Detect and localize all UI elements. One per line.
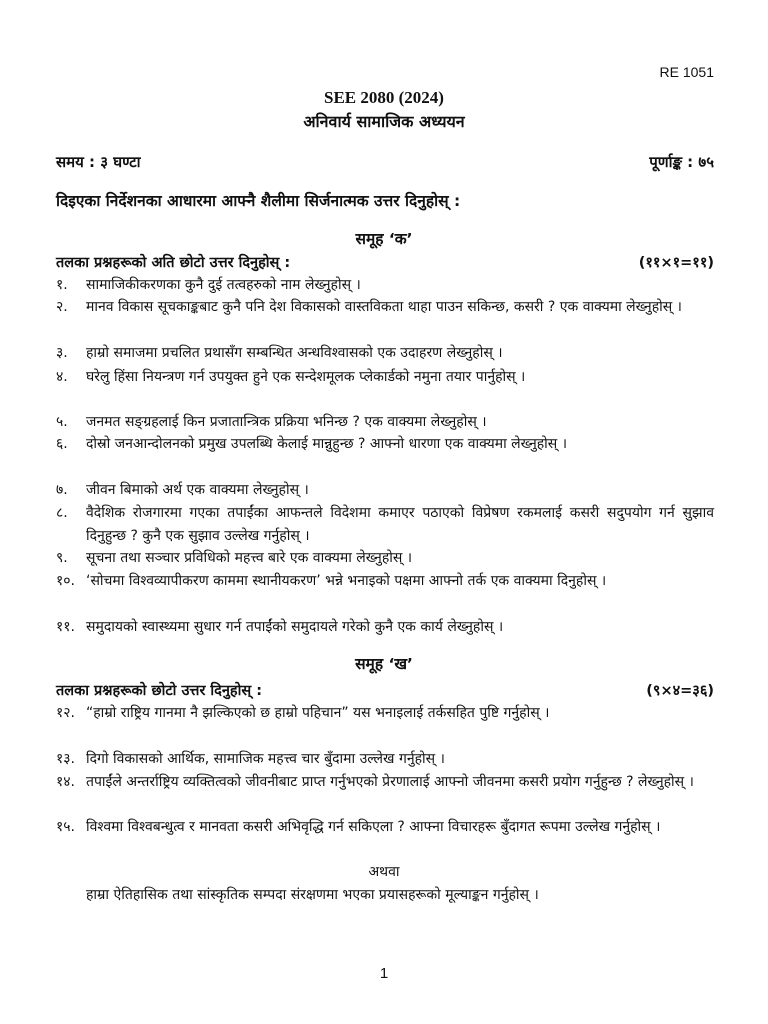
question-item bbox=[56, 702, 714, 725]
question-text: जीवन बिमाको अर्थ एक वाक्यमा लेख्नुहोस् । bbox=[86, 482, 309, 498]
question-item bbox=[56, 274, 714, 297]
or-label: अथवा bbox=[368, 864, 400, 880]
question-item bbox=[56, 296, 714, 319]
subject-title: अनिवार्य सामाजिक अध्ययन bbox=[303, 112, 465, 131]
group-b-instruction: तलका प्रश्नहरूको छोटो उत्तर दिनुहोस् : bbox=[56, 683, 263, 699]
question-text: “हाम्रो राष्ट्रिय गानमा नै झल्किएको छ हाम्रो पहिचान” यस भनाइलाई तर्कसहित पुष्टि गर्नुहोस् । bbox=[86, 705, 550, 721]
question-item bbox=[56, 433, 714, 456]
question-text: दोस्रो जनआन्दोलनको प्रमुख उपलब्धि केलाई मान्नुहुन्छ ? आफ्नो धारणा एक वाक्यमा लेख्नुहोस् । bbox=[86, 436, 567, 452]
group-a-instruction-row bbox=[56, 252, 714, 272]
question-text: तपाईंले अन्तर्राष्ट्रिय व्यक्तित्वको जीवनीबाट प्राप्त गर्नुभएको प्रेरणालाई आफ्नो जीवनमा कसरी प्रयोग गर्नुहुन्छ ? लेख्नुहोस् । bbox=[86, 774, 694, 790]
question-text: मानव विकास सूचकाङ्कबाट कुनै पनि देश विकासको वास्तविकता थाहा पाउन सकिन्छ, कसरी ? एक वाक्यमा लेख्नुहोस् । bbox=[86, 299, 682, 315]
question-text: हाम्रो समाजमा प्रचलित प्रथासँग सम्बन्धित अन्धविश्वासको एक उदाहरण लेख्नुहोस् । bbox=[86, 345, 503, 361]
question-number: ३. bbox=[56, 345, 68, 361]
full-marks-label: पूर्णाङ्क : ७५ bbox=[649, 153, 714, 171]
question-text: दिगो विकासको आर्थिक, सामाजिक महत्त्व चार बुँदामा उल्लेख गर्नुहोस् । bbox=[86, 751, 445, 767]
question-text: वैदेशिक रोजगारमा गएका तपाईंका आफन्तले विदेशमा कमाएर पठाएको विप्रेषण रकमलाई कसरी सदुपयोग गर्न सुझाव दिनुहुन्छ ? कुनै एक सुझाव उल्लेख गर्नुहोस् । bbox=[86, 505, 714, 544]
page-number: 1 bbox=[379, 965, 389, 982]
question-number: २. bbox=[56, 299, 68, 315]
group-a-heading: समूह ‘क’ bbox=[355, 230, 413, 248]
question-text: सामाजिकीकरणका कुनै दुई तत्वहरुको नाम लेख्नुहोस् । bbox=[86, 277, 361, 293]
question-text: घरेलु हिंसा नियन्त्रण गर्न उपयुक्त हुने एक सन्देशमूलक प्लेकार्डको नमुना तयार पार्नुहोस् । bbox=[86, 369, 526, 385]
question-text: समुदायको स्वास्थ्यमा सुधार गर्न तपाईंको समुदायले गरेको कुनै एक कार्य लेख्नुहोस् । bbox=[86, 619, 504, 635]
question-item bbox=[56, 366, 714, 389]
alternative-question-text: हाम्रा ऐतिहासिक तथा सांस्कृतिक सम्पदा संरक्षणमा भएका प्रयासहरूको मूल्याङ्कन गर्नुहोस् । bbox=[86, 887, 539, 903]
question-number: ४. bbox=[56, 369, 68, 385]
question-item bbox=[56, 771, 714, 794]
question-number: ५. bbox=[56, 414, 68, 430]
group-a-marks: (११×१=११) bbox=[638, 255, 714, 271]
question-number: १३. bbox=[56, 751, 76, 767]
question-item bbox=[56, 547, 714, 570]
question-text: विश्वमा विश्वबन्धुत्व र मानवता कसरी अभिवृद्धि गर्न सकिएला ? आफ्ना विचारहरू बुँदागत रूपमा उल्लेख गर्नुहोस् । bbox=[86, 819, 661, 835]
question-item bbox=[56, 570, 714, 593]
question-item bbox=[56, 479, 714, 502]
question-number: ८. bbox=[56, 505, 68, 521]
question-item bbox=[56, 816, 714, 839]
question-number: १२. bbox=[56, 705, 76, 721]
question-text: जनमत सङ्ग्रहलाई किन प्रजातान्त्रिक प्रक्रिया भनिन्छ ? एक वाक्यमा लेख्नुहोस् । bbox=[86, 414, 487, 430]
question-item bbox=[56, 411, 714, 434]
question-number: १०. bbox=[56, 573, 76, 589]
question-number: १. bbox=[56, 277, 68, 293]
time-label: समय : ३ घण्टा bbox=[56, 153, 141, 171]
question-number: ६. bbox=[56, 436, 68, 452]
question-item bbox=[56, 342, 714, 365]
group-b-marks: (९×४=३६) bbox=[646, 683, 714, 699]
group-a-instruction: तलका प्रश्नहरूको अति छोटो उत्तर दिनुहोस् : bbox=[56, 255, 291, 271]
group-b-instruction-row bbox=[56, 680, 714, 700]
question-item bbox=[56, 502, 714, 547]
question-number: १५. bbox=[56, 819, 76, 835]
question-number: १४. bbox=[56, 774, 76, 790]
question-text: ‘सोचमा विश्वव्यापीकरण काममा स्थानीयकरण’ भन्ने भनाइको पक्षमा आफ्नो तर्क एक वाक्यमा दिनुहोस् । bbox=[86, 573, 607, 589]
exam-title: SEE 2080 (2024) bbox=[324, 88, 444, 107]
question-item bbox=[56, 616, 714, 639]
question-number: ७. bbox=[56, 482, 68, 498]
question-item bbox=[56, 748, 714, 771]
exam-code: RE 1051 bbox=[659, 64, 714, 80]
exam-meta-row bbox=[56, 152, 714, 172]
group-b-heading: समूह ‘ख’ bbox=[355, 655, 413, 673]
question-number: ९. bbox=[56, 550, 68, 566]
general-instruction: दिइएका निर्देशनका आधारमा आफ्नै शैलीमा सिर्जनात्मक उत्तर दिनुहोस् : bbox=[56, 192, 461, 210]
question-text: सूचना तथा सञ्चार प्रविधिको महत्त्व बारे एक वाक्यमा लेख्नुहोस् । bbox=[86, 550, 413, 566]
question-number: ११. bbox=[56, 619, 76, 635]
